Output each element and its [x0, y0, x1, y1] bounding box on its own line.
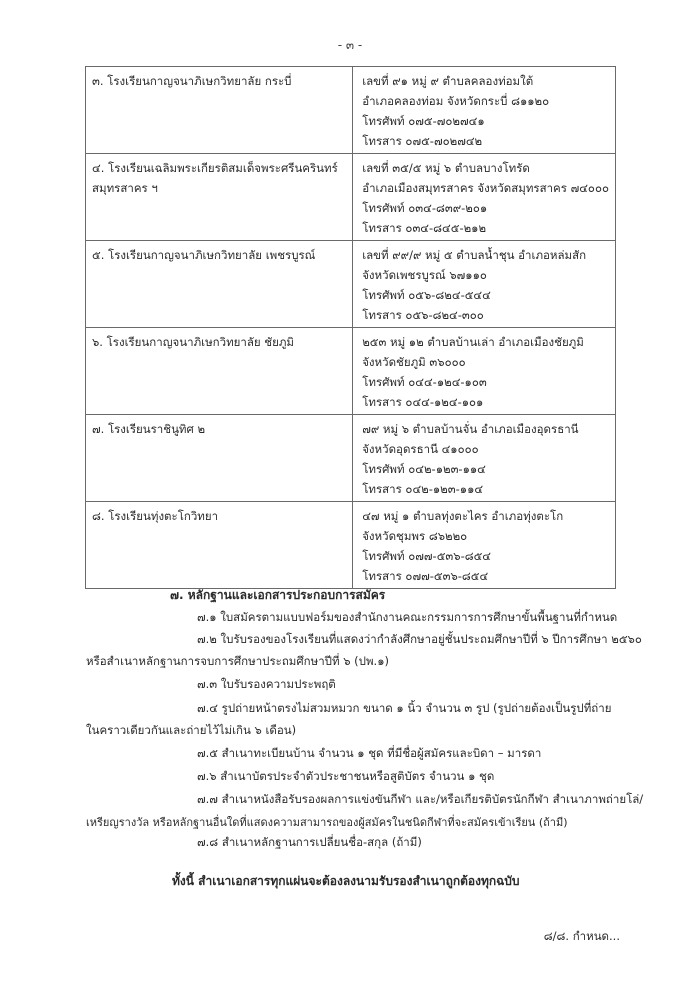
- address-line: จังหวัดอุดรธานี ๔๑๐๐๐: [362, 442, 479, 456]
- fax-number: โทรสาร ๐๕๖-๘๒๔-๓๐๐: [362, 308, 484, 322]
- school-address: [353, 67, 616, 154]
- address-line: เลขที่ ๙๙/๙ หมู่ ๕ ตำบลน้ำชุน อำเภอหล่มสัก: [362, 248, 587, 262]
- item-7-4-cont: ในคราวเดียวกันและถ่ายไว้ไม่เกิน ๖ เดือน): [86, 723, 297, 737]
- item-7-8: ๗.๘ สำเนาหลักฐานการเปลี่ยนชื่อ-สกุล (ถ้ามี): [197, 835, 422, 849]
- address-line: ๒๕๓ หมู่ ๑๒ ตำบลบ้านเล่า อำเภอเมืองชัยภูมิ: [362, 335, 584, 349]
- school-address: [353, 154, 616, 241]
- fax-number: โทรสาร ๐๔๒-๑๒๓-๑๑๔: [362, 482, 484, 496]
- school-row: [86, 67, 616, 154]
- continuation-marker: ๘/๘. กำหนด...: [543, 929, 620, 943]
- item-7-3: ๗.๓ ใบรับรองความประพฤติ: [197, 677, 336, 691]
- address-line: ๔๗ หมู่ ๑ ตำบลทุ่งตะไคร อำเภอทุ่งตะโก: [362, 509, 564, 523]
- fax-number: โทรสาร ๐๓๔-๘๔๕-๒๑๒: [362, 221, 487, 235]
- item-7-7: ๗.๗ สำเนาหนังสือรับรองผลการแข่งขันกีฬา และ/หรือเกียรติบัตรนักกีฬา สำเนาภาพถ่ายโล่/: [197, 792, 644, 806]
- address-line: จังหวัดชัยภูมิ ๓๖๐๐๐: [362, 355, 466, 369]
- school-name: ๗. โรงเรียนราชินูทิศ ๒: [86, 415, 353, 502]
- fax-number: โทรสาร ๐๗๗-๕๓๖-๘๕๔: [362, 569, 489, 583]
- schools-table: [85, 66, 616, 589]
- school-address: [353, 328, 616, 415]
- school-name: ๔. โรงเรียนเฉลิมพระเกียรติสมเด็จพระศรีนครินทร์ สมุทรสาคร ฯ: [86, 154, 353, 241]
- address-line: อำเภอเมืองสมุทรสาคร จังหวัดสมุทรสาคร ๗๔๐๐๐: [362, 181, 609, 195]
- address-line: อำเภอคลองท่อม จังหวัดกระบี่ ๘๑๑๒๐: [362, 94, 550, 108]
- fax-number: โทรสาร ๐๗๕-๗๐๒๗๔๒: [362, 134, 483, 148]
- phone-number: โทรศัพท์ ๐๕๖-๘๒๔-๕๔๔: [362, 288, 491, 302]
- address-line: เลขที่ ๙๑ หมู่ ๙ ตำบลคลองท่อมใต้: [362, 74, 534, 88]
- address-line: จังหวัดเพชรบูรณ์ ๖๗๑๑๐: [362, 268, 487, 282]
- school-address: [353, 241, 616, 328]
- section-7-title: ๗. หลักฐานและเอกสารประกอบการสมัคร: [170, 588, 386, 602]
- phone-number: โทรศัพท์ ๐๗๗-๕๓๖-๘๕๔: [362, 549, 491, 563]
- school-row: [86, 502, 616, 589]
- address-line: ๗๙ หมู่ ๖ ตำบลบ้านจั่น อำเภอเมืองอุดรธานี: [362, 422, 579, 436]
- school-row: [86, 328, 616, 415]
- school-name: ๓. โรงเรียนกาญจนาภิเษกวิทยาลัย กระบี่: [86, 67, 353, 154]
- phone-number: โทรศัพท์ ๐๓๔-๘๓๙-๒๐๑: [362, 201, 488, 215]
- item-7-2-cont: หรือสำเนาหลักฐานการจบการศึกษาประถมศึกษาปีที่ ๖ (ปพ.๑): [86, 654, 389, 668]
- certification-note: ทั้งนี้ สำเนาเอกสารทุกแผ่นจะต้องลงนามรับรองสำเนาถูกต้องทุกฉบับ: [172, 874, 520, 888]
- school-address: [353, 415, 616, 502]
- school-name: ๘. โรงเรียนทุ่งตะโกวิทยา: [86, 502, 353, 589]
- phone-number: โทรศัพท์ ๐๔๔-๑๒๔-๑๐๓: [362, 375, 487, 389]
- fax-number: โทรสาร ๐๔๔-๑๒๔-๑๐๑: [362, 395, 484, 409]
- item-7-6: ๗.๖ สำเนาบัตรประจำตัวประชาชนหรือสูติบัตร จำนวน ๑ ชุด: [197, 769, 495, 783]
- school-row: [86, 241, 616, 328]
- school-name: ๕. โรงเรียนกาญจนาภิเษกวิทยาลัย เพชรบูรณ์: [86, 241, 353, 328]
- address-line: เลขที่ ๓๕/๕ หมู่ ๖ ตำบลบางโทรัด: [362, 161, 530, 175]
- school-row: [86, 154, 616, 241]
- item-7-4: ๗.๔ รูปถ่ายหน้าตรงไม่สวมหมวก ขนาด ๑ นิ้ว จำนวน ๓ รูป (รูปถ่ายต้องเป็นรูปที่ถ่าย: [197, 701, 612, 715]
- school-name: ๖. โรงเรียนกาญจนาภิเษกวิทยาลัย ชัยภูมิ: [86, 328, 353, 415]
- phone-number: โทรศัพท์ ๐๔๒-๑๒๓-๑๑๔: [362, 462, 486, 476]
- item-7-5: ๗.๕ สำเนาทะเบียนบ้าน จำนวน ๑ ชุด ที่มีชื่อผู้สมัครและบิดา – มารดา: [197, 746, 542, 760]
- address-line: จังหวัดชุมพร ๘๖๒๒๐: [362, 529, 468, 543]
- phone-number: โทรศัพท์ ๐๗๕-๗๐๒๗๔๑: [362, 114, 485, 128]
- school-address: [353, 502, 616, 589]
- page-number: - ๓ -: [337, 38, 363, 52]
- school-row: [86, 415, 616, 502]
- item-7-2: ๗.๒ ใบรับรองของโรงเรียนที่แสดงว่ากำลังศึกษาอยู่ชั้นประถมศึกษาปีที่ ๖ ปีการศึกษา ๒๕๖๐: [197, 632, 642, 646]
- item-7-7-cont: เหรียญรางวัล หรือหลักฐานอื่นใดที่แสดงความสามารถของผู้สมัครในชนิดกีฬาที่จะสมัครเข้าเรียน (ถ้ามี): [86, 816, 568, 829]
- item-7-1: ๗.๑ ใบสมัครตามแบบฟอร์มของสำนักงานคณะกรรมการการศึกษาขั้นพื้นฐานที่กำหนด: [197, 610, 618, 624]
